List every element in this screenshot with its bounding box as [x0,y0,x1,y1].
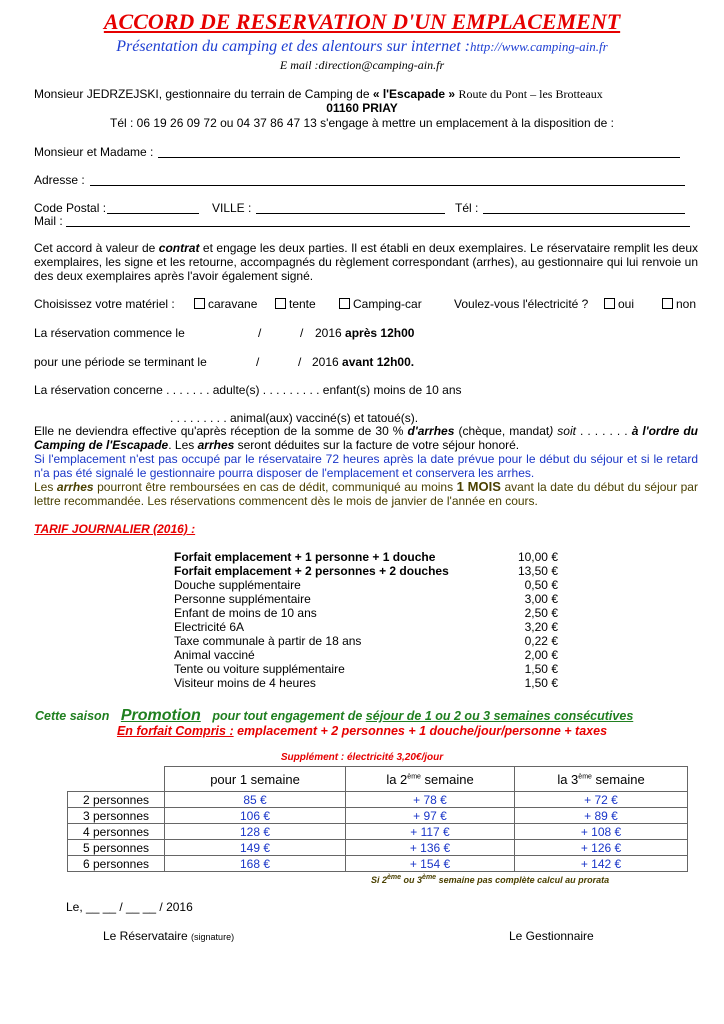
cond-campsite: Camping de l'Escapade [34,438,169,452]
end-date-label: pour une période se terminant le [34,355,207,369]
tarif-item-price: 3,00 € [524,592,558,606]
header-text: la 2 [386,771,408,787]
refund-notice [34,480,698,508]
tarif-item-price: 0,22 € [524,634,558,648]
website-link[interactable]: http://www.camping-ain.fr [470,39,608,54]
year: 2016 [312,355,339,369]
conditions-paragraph [34,424,698,452]
tarif-item-price: 10,00 € [517,550,558,564]
table-row [68,792,688,808]
refund-arrhes: arrhes [56,480,94,494]
refund-delay: 1 MOIS [456,479,501,494]
occupation-notice: Si l'emplacement n'est pas occupé par le réservataire 72 heures après la date prévue pour le début du séjour et si le retard n'a pas été signalé le gestionnaire pourra disposer de l'emplacement et conservera les arrhes. [34,452,698,480]
refund-text: avant la date du début du séjour par lettre recommandée. Les réservations commencent dès le mois de janvier de l'année en cours. [34,480,698,508]
checkbox[interactable] [194,298,205,309]
price-week3: + 142 € [515,856,688,872]
tarif-item-name: Visiteur moins de 4 heures [174,676,316,690]
row-label: 5 personnes [68,840,165,856]
price-week2: + 154 € [346,856,515,872]
page-title: ACCORD DE RESERVATION D'UN EMPLACEMENT [103,9,621,34]
header-sup: ème [407,773,421,781]
cond-text: ) soit [549,424,576,438]
price-week3: + 126 € [515,840,688,856]
tarif-item-name: Tente ou voiture supplémentaire [174,662,345,676]
prorata-note [371,874,609,885]
option-caravane[interactable] [194,297,257,311]
option-label: non [676,297,697,311]
tarif-item-name: Forfait emplacement + 2 personnes + 2 douches [174,564,449,578]
table-row [68,808,688,824]
checkbox[interactable] [662,298,673,309]
price-week3: + 72 € [515,792,688,808]
tarif-title: TARIF JOURNALIER (2016) : [34,522,196,536]
subtitle [0,38,724,56]
contract-keyword: contrat [158,241,200,255]
animals-line: . . . . . . . . . animal(aux) vacciné(s) et tatoué(s). [170,411,419,425]
tarif-item-name: Douche supplémentaire [174,578,301,592]
price-week2: + 97 € [346,808,515,824]
forfait-line [0,724,724,738]
cond-text: (chèque, mandat [454,424,550,438]
price-week1: 149 € [165,840,346,856]
monsieur-field[interactable] [158,157,680,158]
contract-text-1: Cet accord à valeur de [34,241,159,255]
promo-text: Cette saison [35,709,110,723]
price-week2: + 78 € [346,792,515,808]
tarif-item-name: Animal vacciné [174,648,255,662]
refund-text: Les [34,480,57,494]
row-label: 2 personnes [68,792,165,808]
adresse-field[interactable] [90,185,685,186]
mail-field[interactable] [66,226,690,227]
tel-field[interactable] [483,213,685,214]
price-week2: + 117 € [346,824,515,840]
tarif-item-price: 13,50 € [517,564,558,578]
cond-text: Elle ne deviendra effective qu'après réception de la somme de 30 % [34,424,408,438]
note-text: Si 2 [371,875,388,885]
subtitle-text: Présentation du camping et des alentours sur internet : [116,38,470,55]
checkbox[interactable] [604,298,615,309]
postal-code-label: Code Postal : [34,201,107,215]
promo-line [35,707,633,725]
monsieur-label: Monsieur et Madame : [34,145,154,159]
year: 2016 [315,326,342,340]
start-time: après 12h00 [345,326,415,340]
campsite-address: Route du Pont – les Brotteaux [458,87,603,101]
cond-order: à l'ordre du [631,424,698,438]
cond-arrhes: arrhes [197,438,235,452]
phone-line: Tél : 06 19 26 09 72 ou 04 37 86 47 13 s'engage à mettre un emplacement à la disposition de : [110,116,614,130]
tel-label: Tél : [455,201,479,215]
ville-label: VILLE : [212,201,252,215]
tarif-item-name: Enfant de moins de 10 ans [174,606,317,620]
price-week2: + 136 € [346,840,515,856]
signature-hint: (signature) [191,932,235,942]
row-label: 3 personnes [68,808,165,824]
campsite-name: « l'Escapade » [372,87,456,101]
price-week1: 168 € [165,856,346,872]
date-slash: / [256,355,260,369]
mail-label: Mail : [34,214,63,228]
contract-paragraph [34,241,698,283]
promo-text: pour tout engagement de [212,709,363,723]
end-date-year [312,355,414,369]
campsite-city: 01160 PRIAY [326,101,398,115]
tarif-item-name: Forfait emplacement + 1 personne + 1 douche [174,550,436,564]
note-text: ou 3 [401,875,423,885]
option-camping-car[interactable] [339,297,422,311]
price-week1: 106 € [165,808,346,824]
date-slash: / [298,355,302,369]
end-time: avant 12h00. [342,355,415,369]
header-sup: ème [578,773,592,781]
price-week1: 85 € [165,792,346,808]
materiel-label: Choisissez votre matériel : [34,297,175,311]
row-label: 6 personnes [68,856,165,872]
tarif-item-name: Taxe communale à partir de 18 ans [174,634,362,648]
header-text: semaine [420,771,474,787]
option-tente[interactable] [275,297,316,311]
reservataire-signature [103,929,234,943]
header-week3 [515,767,688,792]
intro-text: Monsieur JEDRZEJSKI, gestionnaire du terrain de Camping de [34,87,373,101]
date-slash: / [258,326,262,340]
option-label: Camping-car [353,297,422,311]
header-week2 [346,767,515,792]
cond-arrhes: d'arrhes [407,424,455,438]
start-date-year [315,326,414,340]
price-week1: 128 € [165,824,346,840]
tarif-item-price: 2,50 € [524,606,558,620]
table-row [68,824,688,840]
electricity-label: Voulez-vous l'électricité ? [454,297,589,311]
table-row [68,856,688,872]
electricity-supplement: Supplément : électricité 3,20€/jour [280,752,444,763]
promo-keyword: Promotion [120,707,201,724]
checkbox[interactable] [339,298,350,309]
forfait-label: En forfait Compris : [116,724,234,738]
row-label: 4 personnes [68,824,165,840]
header-week1: pour 1 semaine [165,767,346,792]
price-week3: + 108 € [515,824,688,840]
refund-text: pourront être remboursées en cas de dédit, communiqué au moins [93,480,457,494]
option-label: tente [289,297,316,311]
note-text: semaine pas complète calcul au prorata [436,875,610,885]
tarif-item-price: 0,50 € [524,578,558,592]
table-row [68,840,688,856]
promo-table [67,766,688,872]
reservataire-label: Le Réservataire [103,929,192,943]
tarif-item-price: 2,00 € [524,648,558,662]
header-blank [68,767,165,792]
intro-line [34,87,603,102]
checkbox[interactable] [275,298,286,309]
date-slash: / [300,326,304,340]
header-text: semaine [591,771,645,787]
note-sup: ème [422,874,437,881]
price-week3: + 89 € [515,808,688,824]
forfait-content: emplacement + 2 personnes + 1 douche/jour/personne + taxes [233,724,608,738]
header-text: la 3 [557,771,579,787]
tarif-item-price: 1,50 € [524,676,558,690]
email-line: E mail :direction@camping-ain.fr [279,58,445,72]
tarif-item-name: Electricité 6A [174,620,245,634]
tarif-item-name: Personne supplémentaire [174,592,311,606]
option-elec-oui[interactable] [604,297,634,311]
start-date-label: La réservation commence le [34,326,185,340]
postal-code-field[interactable] [107,213,199,214]
promo-table-body [68,792,688,872]
signature-date: Le, __ __ / __ __ / 2016 [66,900,193,914]
contract-text-2: et engage les deux parties. Il est établi en deux exemplaires. Le réservataire remplit les deux exemplaires, les signe et les retourne, accompagnés du règlement correspondant (arrhes), au gestionnaire qui lui renvoie un des deux exemplaires après l'avoir également signé. [34,241,698,283]
promo-table-header [68,767,688,792]
tarif-item-price: 3,20 € [524,620,558,634]
option-label: oui [618,297,635,311]
cond-text: . Les [168,438,198,452]
promo-duration: séjour de 1 ou 2 ou 3 semaines consécutives [365,709,634,723]
ville-field[interactable] [256,213,445,214]
participants-line: La réservation concerne . . . . . . . adulte(s) . . . . . . . . . enfant(s) moins de 10 ans [34,383,462,397]
option-elec-non[interactable] [662,297,696,311]
cond-text: . . . . . . . [575,424,632,438]
note-sup: ème [387,874,402,881]
cond-text: seront déduites sur la facture de votre séjour honoré. [234,438,520,452]
gestionnaire-signature: Le Gestionnaire [509,929,594,943]
tarif-item-price: 1,50 € [524,662,558,676]
adresse-label: Adresse : [34,173,85,187]
option-label: caravane [208,297,258,311]
